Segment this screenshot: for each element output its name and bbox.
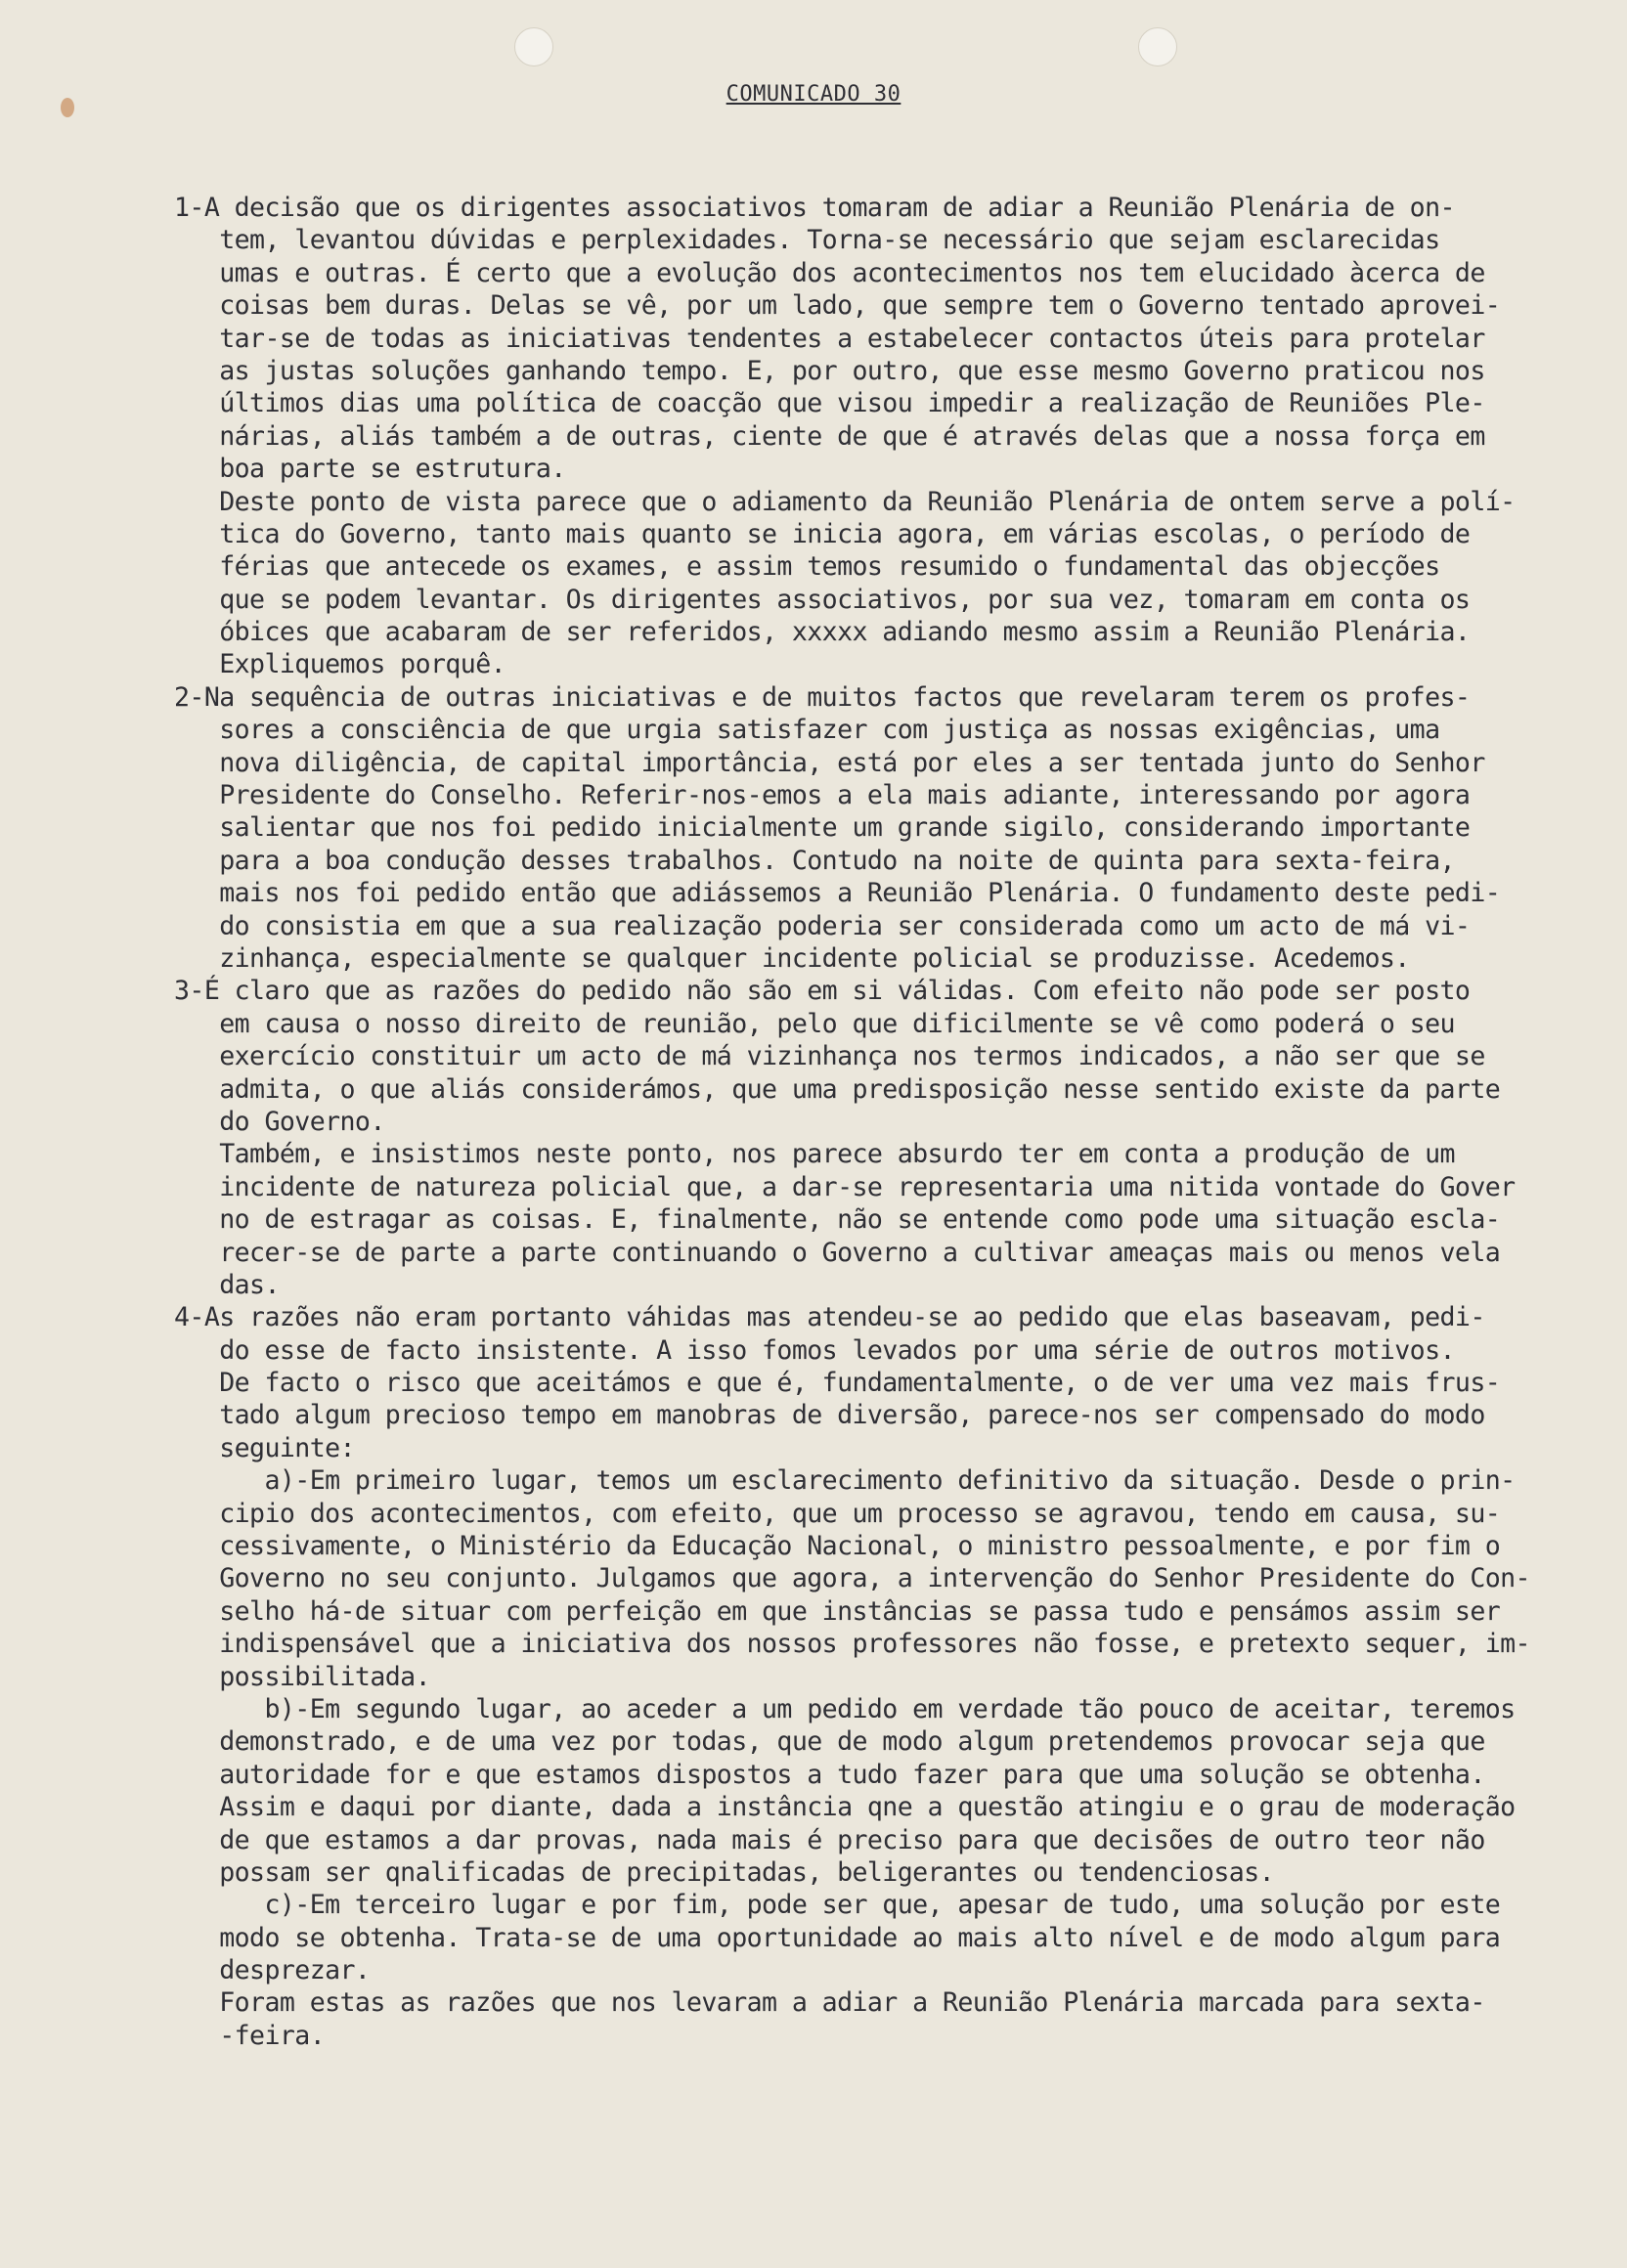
- text-line: possam ser qnalificadas de precipitadas, beligerantes ou tendenciosas.: [174, 1856, 1274, 1888]
- text-line: tem, levantou dúvidas e perplexidades. Torna-se necessário que sejam esclarecidas: [174, 225, 1440, 256]
- text-line: admita, o que aliás considerámos, que uma predisposição nesse sentido existe da parte: [174, 1073, 1501, 1105]
- text-line: recer-se de parte a parte continuando o Governo a cultivar ameaças mais ou menos vela: [174, 1237, 1501, 1268]
- text-line: nova diligência, de capital importância, está por eles a ser tentada junto do Senhor: [174, 747, 1485, 778]
- text-line: 3-É claro que as razões do pedido não são em si válidas. Com efeito não pode ser posto: [174, 976, 1471, 1007]
- text-line: umas e outras. É certo que a evolução dos acontecimentos nos tem elucidado àcerca de: [174, 257, 1485, 288]
- text-line: de que estamos a dar provas, nada mais é preciso para que decisões de outro teor não: [174, 1824, 1485, 1855]
- text-line: salientar que nos foi pedido inicialmente um grande sigilo, considerando importante: [174, 812, 1471, 844]
- text-line: selho há-de situar com perfeição em que instâncias se passa tudo e pensámos assim ser: [174, 1595, 1501, 1627]
- text-line: sores a consciência de que urgia satisfazer com justiça as nossas exigências, uma: [174, 715, 1440, 746]
- text-line: 4-As razões não eram portanto váhidas mas atendeu-se ao pedido que elas baseavam, pedi-: [174, 1302, 1485, 1333]
- text-line: De facto o risco que aceitámos e que é, fundamentalmente, o de ver uma vez mais frus-: [174, 1368, 1501, 1399]
- punch-hole-left: [514, 27, 553, 66]
- text-line: Deste ponto de vista parece que o adiamento da Reunião Plenária de ontem serve a polí-: [174, 486, 1516, 517]
- text-line: exercício constituir um acto de má vizinhança nos termos indicados, a não ser que se: [174, 1041, 1485, 1072]
- text-line: tar-se de todas as iniciativas tendentes a estabelecer contactos úteis para protelar: [174, 323, 1485, 354]
- text-line: modo se obtenha. Trata-se de uma oportunidade ao mais alto nível e de modo algum para: [174, 1922, 1501, 1953]
- text-line: boa parte se estrutura.: [174, 454, 566, 485]
- text-line: mais nos foi pedido então que adiássemos a Reunião Plenária. O fundamento deste pedi-: [174, 878, 1501, 909]
- text-line: seguinte:: [174, 1432, 355, 1463]
- text-line: Foram estas as razões que nos levaram a adiar a Reunião Plenária marcada para sexta-: [174, 1987, 1485, 2019]
- text-line: das.: [174, 1269, 280, 1300]
- text-line: cessivamente, o Ministério da Educação Nacional, o ministro pessoalmente, e por fim o: [174, 1531, 1501, 1562]
- text-line: para a boa condução desses trabalhos. Contudo na noite de quinta para sexta-feira,: [174, 845, 1455, 876]
- text-line: Também, e insistimos neste ponto, nos parece absurdo ter em conta a produção de um: [174, 1139, 1455, 1170]
- text-line: indispensável que a iniciativa dos nossos professores não fosse, e pretexto sequer, im-: [174, 1629, 1530, 1660]
- text-line: em causa o nosso direito de reunião, pelo que dificilmente se vê como poderá o seu: [174, 1008, 1455, 1039]
- text-line: autoridade for e que estamos dispostos a tudo fazer para que uma solução se obtenha.: [174, 1759, 1485, 1790]
- text-line: tica do Governo, tanto mais quanto se inicia agora, em várias escolas, o período de: [174, 518, 1471, 549]
- text-line: do consistia em que a sua realização poderia ser considerada como um acto de má vi-: [174, 910, 1471, 941]
- text-line: 2-Na sequência de outras iniciativas e de muitos factos que revelaram terem os profes-: [174, 681, 1471, 713]
- text-line: do esse de facto insistente. A isso fomos levados por uma série de outros motivos.: [174, 1334, 1455, 1366]
- text-line: cipio dos acontecimentos, com efeito, que um processo se agravou, tendo em causa, su-: [174, 1498, 1501, 1529]
- text-line: coisas bem duras. Delas se vê, por um lado, que sempre tem o Governo tentado aprovei-: [174, 290, 1501, 322]
- text-line: Assim e daqui por diante, dada a instância qne a questão atingiu e o grau de moderação: [174, 1792, 1516, 1823]
- text-line: que se podem levantar. Os dirigentes associativos, por sua vez, tomaram em conta os: [174, 584, 1471, 615]
- text-line: 1-A decisão que os dirigentes associativos tomaram de adiar a Reunião Plenária de on-: [174, 193, 1455, 223]
- text-line: tado algum precioso tempo em manobras de diversão, parece-nos ser compensado do modo: [174, 1400, 1485, 1431]
- text-line: férias que antecede os exames, e assim temos resumido o fundamental das objecções: [174, 551, 1440, 583]
- text-line: nárias, aliás também a de outras, ciente de que é através delas que a nossa força em: [174, 420, 1485, 452]
- document-body: [174, 192, 1611, 2052]
- text-line: óbices que acabaram de ser referidos, xxxxx adiando mesmo assim a Reunião Plenária.: [174, 617, 1471, 648]
- document-title: COMUNICADO 30: [726, 82, 901, 107]
- text-line: Governo no seu conjunto. Julgamos que agora, a intervenção do Senhor Presidente do Con-: [174, 1563, 1530, 1594]
- text-line: b)-Em segundo lugar, ao aceder a um pedido em verdade tão pouco de aceitar, teremos: [174, 1693, 1516, 1724]
- text-line: Expliquemos porquê.: [174, 649, 506, 680]
- text-line: últimos dias uma política de coacção que visou impedir a realização de Reuniões Ple-: [174, 388, 1485, 419]
- text-line: demonstrado, e de uma vez por todas, que de modo algum pretendemos provocar seja que: [174, 1726, 1485, 1758]
- text-line: -feira.: [174, 2020, 326, 2051]
- text-line: a)-Em primeiro lugar, temos um esclarecimento definitivo da situação. Desde o prin-: [174, 1465, 1516, 1497]
- text-line: do Governo.: [174, 1106, 385, 1137]
- text-line: incidente de natureza policial que, a dar-se representaria uma nitida vontade do Gover: [174, 1171, 1516, 1202]
- text-line: desprezar.: [174, 1955, 371, 1986]
- text-line: no de estragar as coisas. E, finalmente, não se entende como pode uma situação escla-: [174, 1204, 1501, 1236]
- text-line: c)-Em terceiro lugar e por fim, pode ser que, apesar de tudo, uma solução por este: [174, 1890, 1501, 1921]
- text-line: possibilitada.: [174, 1661, 430, 1692]
- text-line: zinhança, especialmente se qualquer incidente policial se produzisse. Acedemos.: [174, 942, 1410, 974]
- punch-hole-right: [1138, 27, 1177, 66]
- text-line: Presidente do Conselho. Referir-nos-emos a ela mais adiante, interessando por agora: [174, 780, 1471, 811]
- text-line: as justas soluções ganhando tempo. E, por outro, que esse mesmo Governo praticou nos: [174, 355, 1485, 386]
